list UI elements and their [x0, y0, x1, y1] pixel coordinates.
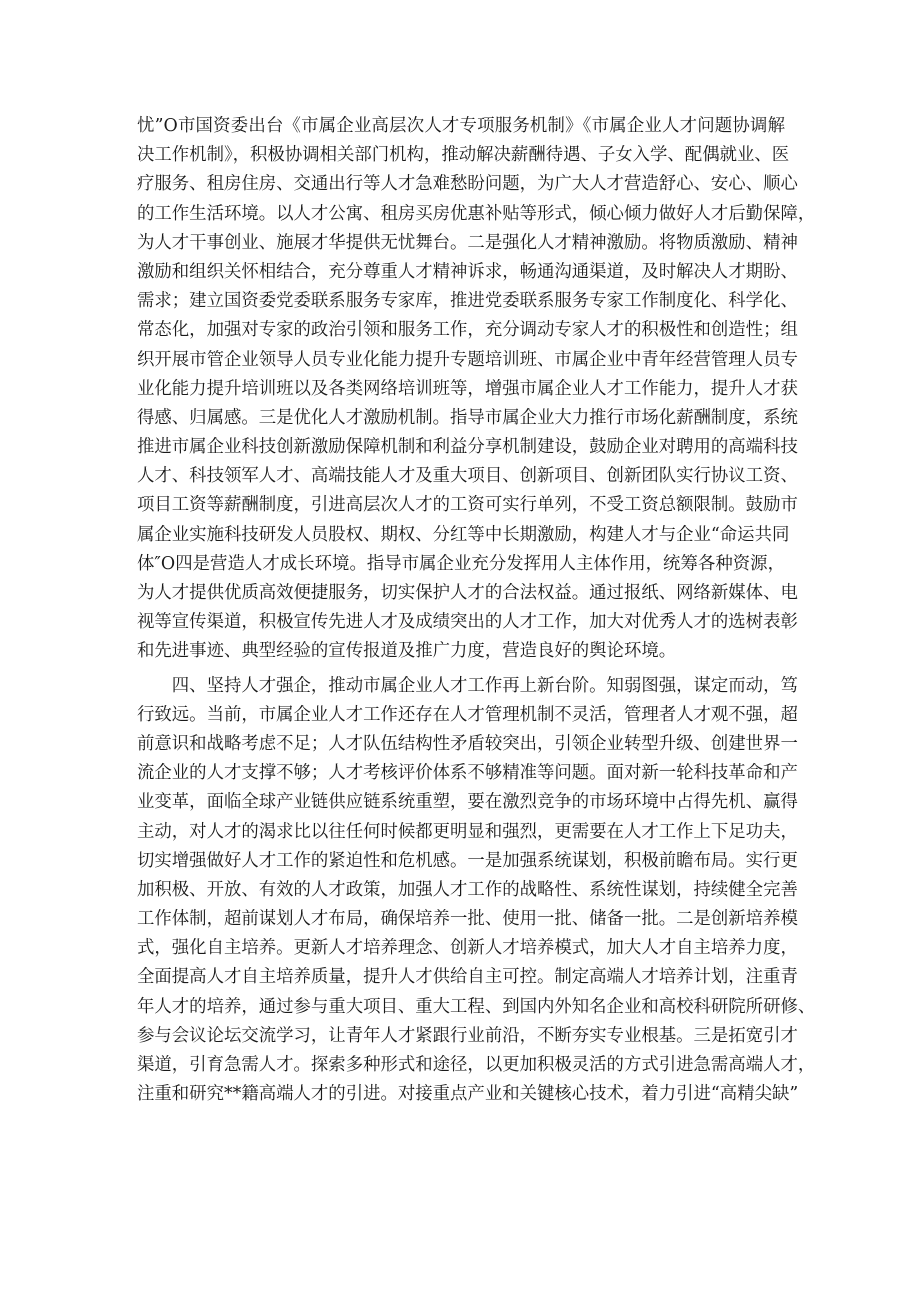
- paragraph-2: [137, 672, 816, 1110]
- text-line: 人才、科技领军人才、高端技能人才及重大项目、创新项目、创新团队实行协议工资、: [137, 466, 798, 487]
- text-line: 四、坚持人才强企，推动市属企业人才工作再上新台阶。知弱图强，谋定而动，笃: [137, 675, 798, 696]
- text-line: 为人才提供优质高效便捷服务，切实保护人才的合法权益。通过报纸、网络新媒体、电: [137, 583, 798, 603]
- text-line: 为人才干事创业、施展才华提供无忧舞台。二是强化人才精神激励。将物质激励、精神: [137, 232, 798, 253]
- text-line: 体″O四是营造人才成长环境。指导市属企业充分发挥用人主体作用，统筹各种资源，: [137, 553, 785, 574]
- text-line: 流企业的人才支撑不够；人才考核评价体系不够精准等问题。面对新一轮科技革命和产: [137, 763, 798, 784]
- text-line: 工作体制，超前谋划人才布局，确保培养一批、使用一批、储备一批。二是创新培养模: [137, 909, 798, 930]
- text-line: 式，强化自主培养。更新人才培养理念、创新人才培养模式，加大人才自主培养力度，: [137, 938, 798, 959]
- text-line: 疗服务、租房住房、交通出行等人才急难愁盼问题，为广大人才营造舒心、安心、顺心: [137, 174, 798, 195]
- document-body: [137, 112, 816, 1109]
- text-line: 织开展市管企业领导人员专业化能力提升专题培训班、市属企业中青年经营管理人员专: [137, 349, 798, 370]
- text-line: 加积极、开放、有效的人才政策，加强人才工作的战略性、系统性谋划，持续健全完善: [137, 879, 798, 900]
- text-line: 业化能力提升培训班以及各类网络培训班等，增强市属企业人才工作能力，提升人才获: [137, 378, 798, 399]
- text-line: 的工作生活环境。以人才公寓、租房买房优惠补贴等形式，倾心倾力做好人才后勤保障，: [137, 203, 816, 224]
- text-line: 和先进事迹、典型经验的宣传报道及推广力度，营造良好的舆论环境。: [137, 641, 677, 662]
- text-line: 推进市属企业科技创新激励保障机制和利益分享机制建设，鼓励企业对聘用的高端科技: [137, 437, 798, 458]
- text-line: 年人才的培养，通过参与重大项目、重大工程、到国内外知名企业和高校科研院所研修、: [137, 996, 816, 1017]
- text-line: 业变革，面临全球产业链供应链系统重塑，要在激烈竞争的市场环境中占得先机、赢得: [137, 792, 798, 813]
- text-line: 得感、归属感。三是优化人才激励机制。指导市属企业大力推行市场化薪酬制度，系统: [137, 407, 798, 428]
- text-line: 全面提高人才自主培养质量，提升人才供给自主可控。制定高端人才培养计划，注重青: [137, 967, 798, 988]
- text-line: 主动，对人才的渴求比以往任何时候都更明显和强烈，更需要在人才工作上下足功夫，: [137, 821, 798, 842]
- text-line: 行致远。当前，市属企业人才工作还存在人才管理机制不灵活，管理者人才观不强，超: [137, 704, 798, 725]
- text-line: 属企业实施科技研发人员股权、期权、分红等中长期激励，构建人才与企业“命运共同: [137, 524, 790, 545]
- text-line: 前意识和战略考虑不足；人才队伍结构性矛盾较突出，引领企业转型升级、创建世界一: [137, 733, 798, 754]
- text-line: 注重和研究**籍高端人才的引进。对接重点产业和关键核心技术，着力引进“高精尖缺”: [137, 1084, 799, 1105]
- text-line: 视等宣传渠道，积极宣传先进人才及成绩突出的人才工作，加大对优秀人才的选树表彰: [137, 612, 798, 633]
- paragraph-1: [137, 112, 816, 667]
- text-line: 项目工资等薪酬制度，引进高层次人才的工资可实行单列，不受工资总额限制。鼓励市: [137, 495, 798, 516]
- text-line: 常态化，加强对专家的政治引领和服务工作，充分调动专家人才的积极性和创造性；组: [137, 320, 798, 341]
- text-line: 渠道，引育急需人才。探索多种形式和途径，以更加积极灵活的方式引进急需高端人才，: [137, 1055, 816, 1075]
- text-line: 需求；建立国资委党委联系服务专家库，推进党委联系服务专家工作制度化、科学化、: [137, 291, 798, 312]
- text-line: 参与会议论坛交流学习，让青年人才紧跟行业前沿，不断夯实专业根基。三是拓宽引才: [137, 1025, 798, 1046]
- text-line: 决工作机制》，积极协调相关部门机构，推动解决薪酬待遇、子女入学、配偶就业、医: [137, 145, 790, 166]
- text-line: 激励和组织关怀相结合，充分尊重人才精神诉求，畅通沟通渠道，及时解决人才期盼、: [137, 261, 798, 282]
- text-line: 切实增强做好人才工作的紧迫性和危机感。一是加强系统谋划，积极前瞻布局。实行更: [137, 850, 798, 871]
- text-line: 忧”O市国资委出台《市属企业高层次人才专项服务机制》《市属企业人才问题协调解: [137, 116, 785, 136]
